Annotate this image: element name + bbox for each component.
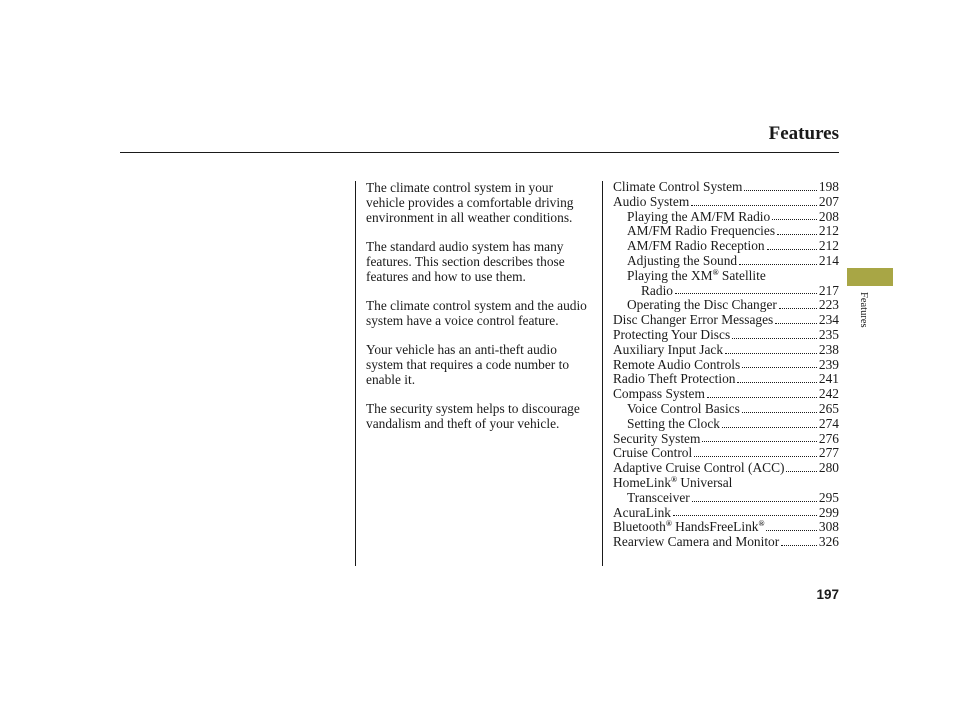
toc-leader — [739, 264, 817, 265]
toc-label: AcuraLink — [613, 504, 672, 520]
toc-entry-xm-line2[interactable] — [613, 284, 839, 299]
toc-page: 308 — [818, 519, 839, 535]
toc-label: Climate Control System — [613, 179, 743, 194]
toc-label — [613, 520, 764, 535]
intro-paragraph: The security system helps to discourage vandalism and theft of your vehicle. — [366, 401, 580, 431]
toc-leader — [767, 249, 817, 250]
toc-label: Security System — [613, 430, 701, 446]
toc-page: 242 — [818, 386, 839, 402]
toc-label: Auxiliary Input Jack — [613, 341, 724, 357]
toc-label: Radio Theft Protection — [613, 371, 736, 387]
toc-page: 234 — [818, 312, 839, 328]
registered-mark: ® — [665, 519, 672, 529]
toc-page: 217 — [818, 282, 839, 298]
toc-entry-homelink-line2[interactable] — [613, 491, 839, 506]
toc-label: Cruise Control — [613, 445, 693, 461]
toc-label: AM/FM Radio Reception — [627, 238, 765, 254]
toc-entry-rearview-camera[interactable] — [613, 535, 839, 550]
toc-leader — [772, 219, 817, 220]
toc-label: Radio — [641, 282, 673, 298]
toc-label: AM/FM Radio Frequencies — [627, 223, 776, 239]
toc-label: Setting the Clock — [627, 415, 720, 431]
toc-leader — [744, 190, 816, 191]
toc-page: 214 — [818, 252, 839, 268]
intro-text — [366, 180, 591, 445]
page-number: 197 — [816, 587, 839, 602]
toc-label — [613, 476, 732, 491]
toc-leader — [702, 441, 817, 442]
toc-entry-clock[interactable] — [613, 417, 839, 432]
toc-page: 241 — [818, 371, 839, 387]
toc-entry-security[interactable] — [613, 432, 839, 447]
toc-entry-aux-jack[interactable] — [613, 343, 839, 358]
toc-page: 223 — [818, 297, 839, 313]
toc-leader — [779, 308, 817, 309]
toc-leader — [781, 545, 817, 546]
toc-label: Adaptive Cruise Control (ACC) — [613, 460, 785, 476]
toc-leader — [725, 353, 817, 354]
toc-entry-homelink-line1[interactable] — [613, 476, 839, 491]
toc-entry-disc-error[interactable] — [613, 313, 839, 328]
toc-page: 274 — [818, 415, 839, 431]
toc-label-part: Universal — [677, 474, 733, 490]
toc-entry-am-fm-play[interactable] — [613, 210, 839, 225]
toc-leader — [692, 501, 817, 502]
table-of-contents — [613, 180, 839, 550]
toc-leader — [766, 530, 816, 531]
toc-label: Audio System — [613, 193, 690, 209]
toc-entry-climate[interactable] — [613, 180, 839, 195]
toc-label: Voice Control Basics — [627, 400, 740, 416]
toc-page: 276 — [818, 430, 839, 446]
toc-leader — [673, 515, 817, 516]
toc-label — [627, 269, 766, 284]
toc-label: Operating the Disc Changer — [627, 297, 777, 313]
header-rule — [120, 152, 839, 153]
toc-leader — [732, 338, 817, 339]
toc-entry-xm-line1[interactable] — [613, 269, 839, 284]
toc-leader — [786, 471, 816, 472]
toc-entry-compass[interactable] — [613, 387, 839, 402]
toc-label: Protecting Your Discs — [613, 326, 731, 342]
toc-page: 207 — [818, 193, 839, 209]
section-tab[interactable] — [847, 268, 893, 286]
toc-label: Remote Audio Controls — [613, 356, 741, 372]
toc-leader — [675, 293, 817, 294]
toc-label: Disc Changer Error Messages — [613, 312, 774, 328]
toc-page: 235 — [818, 326, 839, 342]
toc-entry-audio[interactable] — [613, 195, 839, 210]
toc-leader — [694, 456, 817, 457]
toc-leader — [742, 412, 817, 413]
toc-leader — [742, 367, 817, 368]
toc-page: 208 — [818, 208, 839, 224]
toc-page: 238 — [818, 341, 839, 357]
toc-page: 280 — [818, 460, 839, 476]
toc-entry-voice-control[interactable] — [613, 402, 839, 417]
intro-paragraph: Your vehicle has an anti-theft audio system that requires a code number to enable it. — [366, 342, 570, 387]
toc-label-part: HomeLink — [613, 474, 672, 490]
toc-page: 299 — [818, 504, 839, 520]
toc-leader — [777, 234, 817, 235]
page-title: Features — [768, 123, 839, 144]
toc-page: 239 — [818, 356, 839, 372]
toc-page: 277 — [818, 445, 839, 461]
toc-page: 295 — [818, 489, 839, 505]
toc-label: Transceiver — [627, 489, 690, 505]
toc-page: 212 — [818, 223, 839, 239]
toc-label: Adjusting the Sound — [627, 252, 738, 268]
toc-label-part: Satellite — [718, 267, 766, 283]
toc-page: 198 — [818, 179, 839, 194]
intro-paragraph: The climate control system in your vehicle provides a comfortable driving environment in all weather conditions. — [366, 180, 574, 225]
toc-leader — [691, 205, 817, 206]
toc-label-part: HandsFreeLink — [671, 519, 759, 535]
toc-leader — [722, 427, 817, 428]
toc-entry-acc[interactable] — [613, 461, 839, 476]
toc-entry-acuralink[interactable] — [613, 506, 839, 521]
toc-entry-am-fm-reception[interactable] — [613, 239, 839, 254]
section-tab-label: Features — [858, 292, 869, 328]
toc-label-part: Bluetooth — [613, 519, 666, 535]
toc-entry-disc-changer[interactable] — [613, 298, 839, 313]
toc-label: Rearview Camera and Monitor — [613, 534, 780, 550]
middle-column-rule — [602, 181, 603, 566]
intro-paragraph: The standard audio system has many features. This section describes those features and how to use them. — [366, 239, 565, 284]
toc-page: 326 — [818, 534, 839, 550]
toc-leader — [707, 397, 817, 398]
toc-entry-am-fm-freq[interactable] — [613, 224, 839, 239]
registered-mark: ® — [712, 267, 719, 277]
toc-entry-remote-audio[interactable] — [613, 358, 839, 373]
toc-entry-cruise[interactable] — [613, 446, 839, 461]
toc-page: 265 — [818, 400, 839, 416]
left-column-rule — [355, 181, 356, 566]
toc-leader — [775, 323, 817, 324]
toc-leader — [737, 382, 816, 383]
toc-entry-protect-discs[interactable] — [613, 328, 839, 343]
toc-entry-sound[interactable] — [613, 254, 839, 269]
toc-label: Playing the AM/FM Radio — [627, 208, 771, 224]
toc-entry-bluetooth[interactable] — [613, 520, 839, 535]
toc-page: 212 — [818, 238, 839, 254]
registered-mark: ® — [758, 519, 765, 529]
toc-entry-radio-theft[interactable] — [613, 372, 839, 387]
registered-mark: ® — [671, 474, 677, 484]
intro-paragraph: The climate control system and the audio system have a voice control feature. — [366, 298, 587, 328]
toc-label: Compass System — [613, 386, 705, 402]
toc-label-part: Playing the XM — [627, 267, 713, 283]
